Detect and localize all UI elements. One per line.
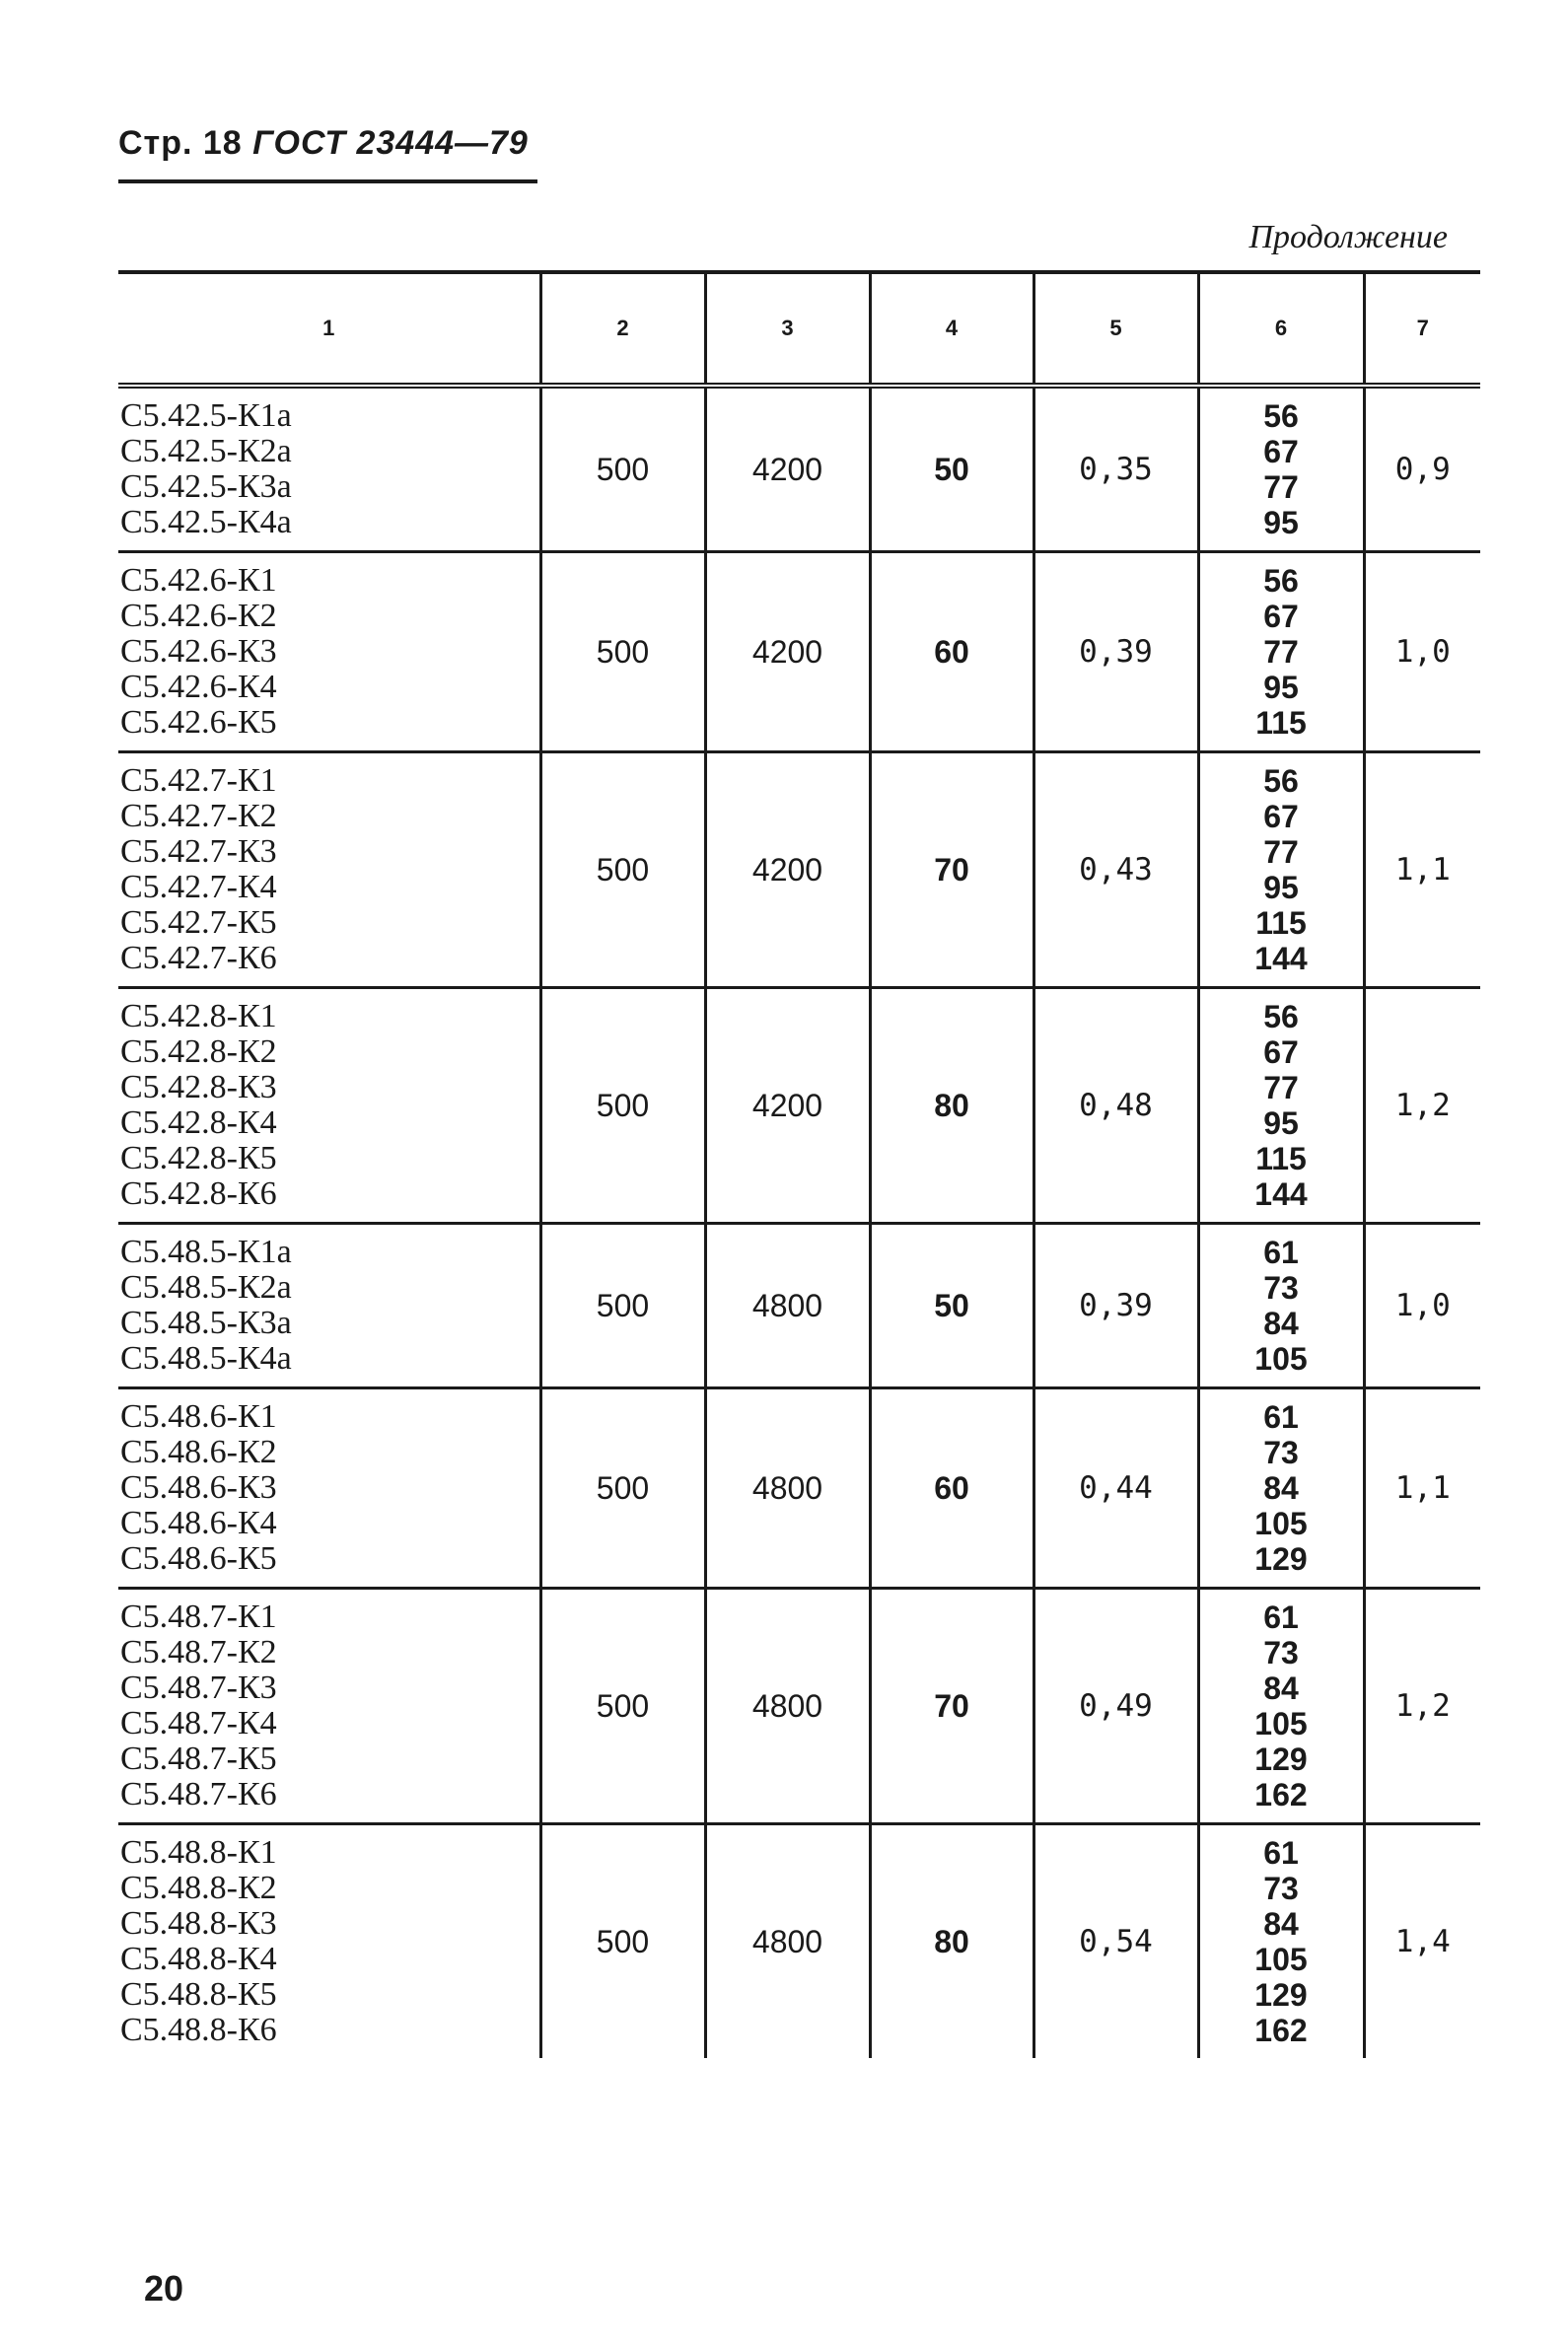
page-header [118,124,537,183]
table-row [118,552,1480,752]
col2-cell: 500 [540,988,705,1224]
designation-item: С5.48.5-К4а [120,1340,292,1377]
col6-item: 162 [1254,1777,1308,1812]
col6-cell [1198,1388,1364,1589]
designation-item: С5.48.6-К2 [120,1434,277,1470]
designation-item: С5.48.8-К4 [120,1941,277,1977]
col6-item: 144 [1254,1176,1308,1212]
table-row [118,386,1480,552]
designation-item: С5.48.8-К2 [120,1870,277,1906]
column-header-7: 7 [1364,272,1480,386]
col5-cell: 0,35 [1033,386,1198,552]
col4-cell: 70 [870,752,1033,988]
designation-item: С5.42.7-К2 [120,798,277,834]
col6-item: 61 [1263,1599,1299,1635]
col6-item: 61 [1263,1235,1299,1270]
col6-item: 77 [1263,1070,1299,1105]
col6-item: 105 [1254,1942,1308,1977]
col6-item: 73 [1263,1871,1299,1906]
col6-item: 73 [1263,1635,1299,1670]
designation-item: С5.48.5-К1а [120,1234,292,1270]
column-header-2: 2 [540,272,705,386]
col5-cell: 0,54 [1033,1824,1198,2059]
col6-item: 77 [1263,634,1299,670]
designation-item: С5.42.7-К5 [120,904,277,941]
designation-item: С5.48.8-К3 [120,1905,277,1942]
column-header-4: 4 [870,272,1033,386]
designation-item: С5.48.6-К5 [120,1540,277,1577]
col6-item: 84 [1263,1906,1299,1942]
designation-item: С5.42.7-К4 [120,869,277,905]
col2-cell: 500 [540,1388,705,1589]
table-row [118,752,1480,988]
col7-cell: 1,2 [1364,1589,1480,1824]
table-row [118,1388,1480,1589]
table-body [118,386,1480,2058]
col5-cell: 0,48 [1033,988,1198,1224]
col5-cell: 0,49 [1033,1589,1198,1824]
col6-item: 77 [1263,469,1299,505]
col7-cell: 0,9 [1364,386,1480,552]
col7-cell: 1,0 [1364,1224,1480,1388]
designation-item: С5.42.7-К1 [120,762,277,799]
col3-cell: 4200 [705,988,870,1224]
designation-item: С5.48.7-К4 [120,1705,277,1741]
designation-cell [118,1388,540,1589]
designation-cell [118,752,540,988]
col6-item: 77 [1263,834,1299,870]
col6-item: 73 [1263,1435,1299,1470]
col6-item: 115 [1255,705,1307,741]
designation-item: С5.48.7-К2 [120,1634,277,1670]
designation-item: С5.42.8-К4 [120,1104,277,1141]
designation-item: С5.42.5-К4а [120,504,292,540]
col6-cell [1198,988,1364,1224]
column-header-1: 1 [118,272,540,386]
col7-cell: 1,4 [1364,1824,1480,2059]
column-header-3: 3 [705,272,870,386]
col2-cell: 500 [540,552,705,752]
col3-cell: 4800 [705,1388,870,1589]
col2-cell: 500 [540,1824,705,2059]
col6-item: 67 [1263,434,1299,469]
designation-item: С5.42.5-К2а [120,433,292,469]
col4-cell: 80 [870,988,1033,1224]
continuation-label: Продолжение [1248,219,1448,255]
col6-item: 129 [1254,1741,1308,1777]
designation-item: С5.42.6-К3 [120,633,277,670]
designation-item: С5.42.6-К4 [120,669,277,705]
designation-item: С5.48.8-К1 [120,1834,277,1871]
col7-cell: 1,1 [1364,1388,1480,1589]
col3-cell: 4200 [705,386,870,552]
col7-cell: 1,0 [1364,552,1480,752]
designation-item: С5.42.8-К1 [120,998,277,1034]
col6-item: 56 [1263,398,1299,434]
designation-item: С5.42.8-К2 [120,1033,277,1070]
col4-cell: 70 [870,1589,1033,1824]
table-row [118,1589,1480,1824]
page-number: 20 [144,2268,184,2309]
col6-cell [1198,1224,1364,1388]
col6-cell [1198,752,1364,988]
col3-cell: 4200 [705,752,870,988]
designation-item: С5.42.7-К6 [120,940,277,976]
column-header-6: 6 [1198,272,1364,386]
standard-number: ГОСТ 23444—79 [252,124,529,162]
table-row [118,1224,1480,1388]
designation-item: С5.48.7-К3 [120,1670,277,1706]
col6-item: 56 [1263,763,1299,799]
col2-cell: 500 [540,386,705,552]
col6-item: 56 [1263,999,1299,1034]
designation-item: С5.42.5-К1а [120,397,292,434]
col4-cell: 80 [870,1824,1033,2059]
col6-item: 84 [1263,1670,1299,1706]
col6-item: 56 [1263,563,1299,599]
header-rule [118,179,537,183]
running-title [118,124,537,163]
col6-item: 129 [1254,1977,1308,2013]
col4-cell: 60 [870,552,1033,752]
col3-cell: 4800 [705,1224,870,1388]
col6-cell [1198,552,1364,752]
designation-cell [118,386,540,552]
column-header-5: 5 [1033,272,1198,386]
col6-item: 162 [1254,2013,1308,2048]
column-number-row [118,272,1480,386]
col2-cell: 500 [540,1589,705,1824]
designation-item: С5.48.6-К4 [120,1505,277,1541]
col6-item: 73 [1263,1270,1299,1306]
designation-item: С5.42.8-К6 [120,1175,277,1212]
page-label: Стр. 18 [118,124,243,162]
col6-item: 67 [1263,1034,1299,1070]
designation-item: С5.42.6-К1 [120,562,277,599]
col7-cell: 1,1 [1364,752,1480,988]
col6-item: 95 [1263,1105,1299,1141]
table-row [118,1824,1480,2059]
designation-item: С5.48.8-К5 [120,1976,277,2013]
col7-cell: 1,2 [1364,988,1480,1224]
designation-item: С5.42.6-К5 [120,704,277,741]
designation-item: С5.42.8-К3 [120,1069,277,1105]
specification-table [118,270,1480,2058]
designation-cell [118,1224,540,1388]
col3-cell: 4200 [705,552,870,752]
designation-cell [118,1824,540,2059]
col4-cell: 50 [870,386,1033,552]
designation-item: С5.48.5-К3а [120,1305,292,1341]
col6-item: 84 [1263,1470,1299,1506]
designation-item: С5.42.5-К3а [120,468,292,505]
col6-item: 105 [1254,1706,1308,1741]
col6-item: 105 [1254,1506,1308,1541]
col6-item: 129 [1254,1541,1308,1577]
col6-item: 95 [1263,670,1299,705]
designation-cell [118,552,540,752]
col6-item: 95 [1263,505,1299,540]
designation-item: С5.48.8-К6 [120,2012,277,2048]
col2-cell: 500 [540,1224,705,1388]
designation-item: С5.48.7-К6 [120,1776,277,1812]
col5-cell: 0,39 [1033,1224,1198,1388]
col3-cell: 4800 [705,1589,870,1824]
col6-item: 115 [1255,905,1307,941]
col2-cell: 500 [540,752,705,988]
designation-item: С5.48.6-К1 [120,1398,277,1435]
designation-item: С5.48.6-К3 [120,1469,277,1506]
col5-cell: 0,39 [1033,552,1198,752]
designation-item: С5.42.6-К2 [120,598,277,634]
col5-cell: 0,44 [1033,1388,1198,1589]
designation-cell [118,988,540,1224]
col6-item: 67 [1263,799,1299,834]
col5-cell: 0,43 [1033,752,1198,988]
designation-item: С5.42.8-К5 [120,1140,277,1176]
designation-item: С5.42.7-К3 [120,833,277,870]
designation-item: С5.48.7-К1 [120,1599,277,1635]
col6-cell [1198,1589,1364,1824]
col6-item: 61 [1263,1835,1299,1871]
col6-item: 67 [1263,599,1299,634]
col6-item: 95 [1263,870,1299,905]
designation-item: С5.48.5-К2а [120,1269,292,1306]
col4-cell: 50 [870,1224,1033,1388]
col6-item: 105 [1254,1341,1308,1377]
col4-cell: 60 [870,1388,1033,1589]
col6-cell [1198,386,1364,552]
col6-item: 84 [1263,1306,1299,1341]
col6-item: 144 [1254,941,1308,976]
col6-cell [1198,1824,1364,2059]
designation-item: С5.48.7-К5 [120,1741,277,1777]
table-row [118,988,1480,1224]
col3-cell: 4800 [705,1824,870,2059]
designation-cell [118,1589,540,1824]
col6-item: 61 [1263,1399,1299,1435]
col6-item: 115 [1255,1141,1307,1176]
